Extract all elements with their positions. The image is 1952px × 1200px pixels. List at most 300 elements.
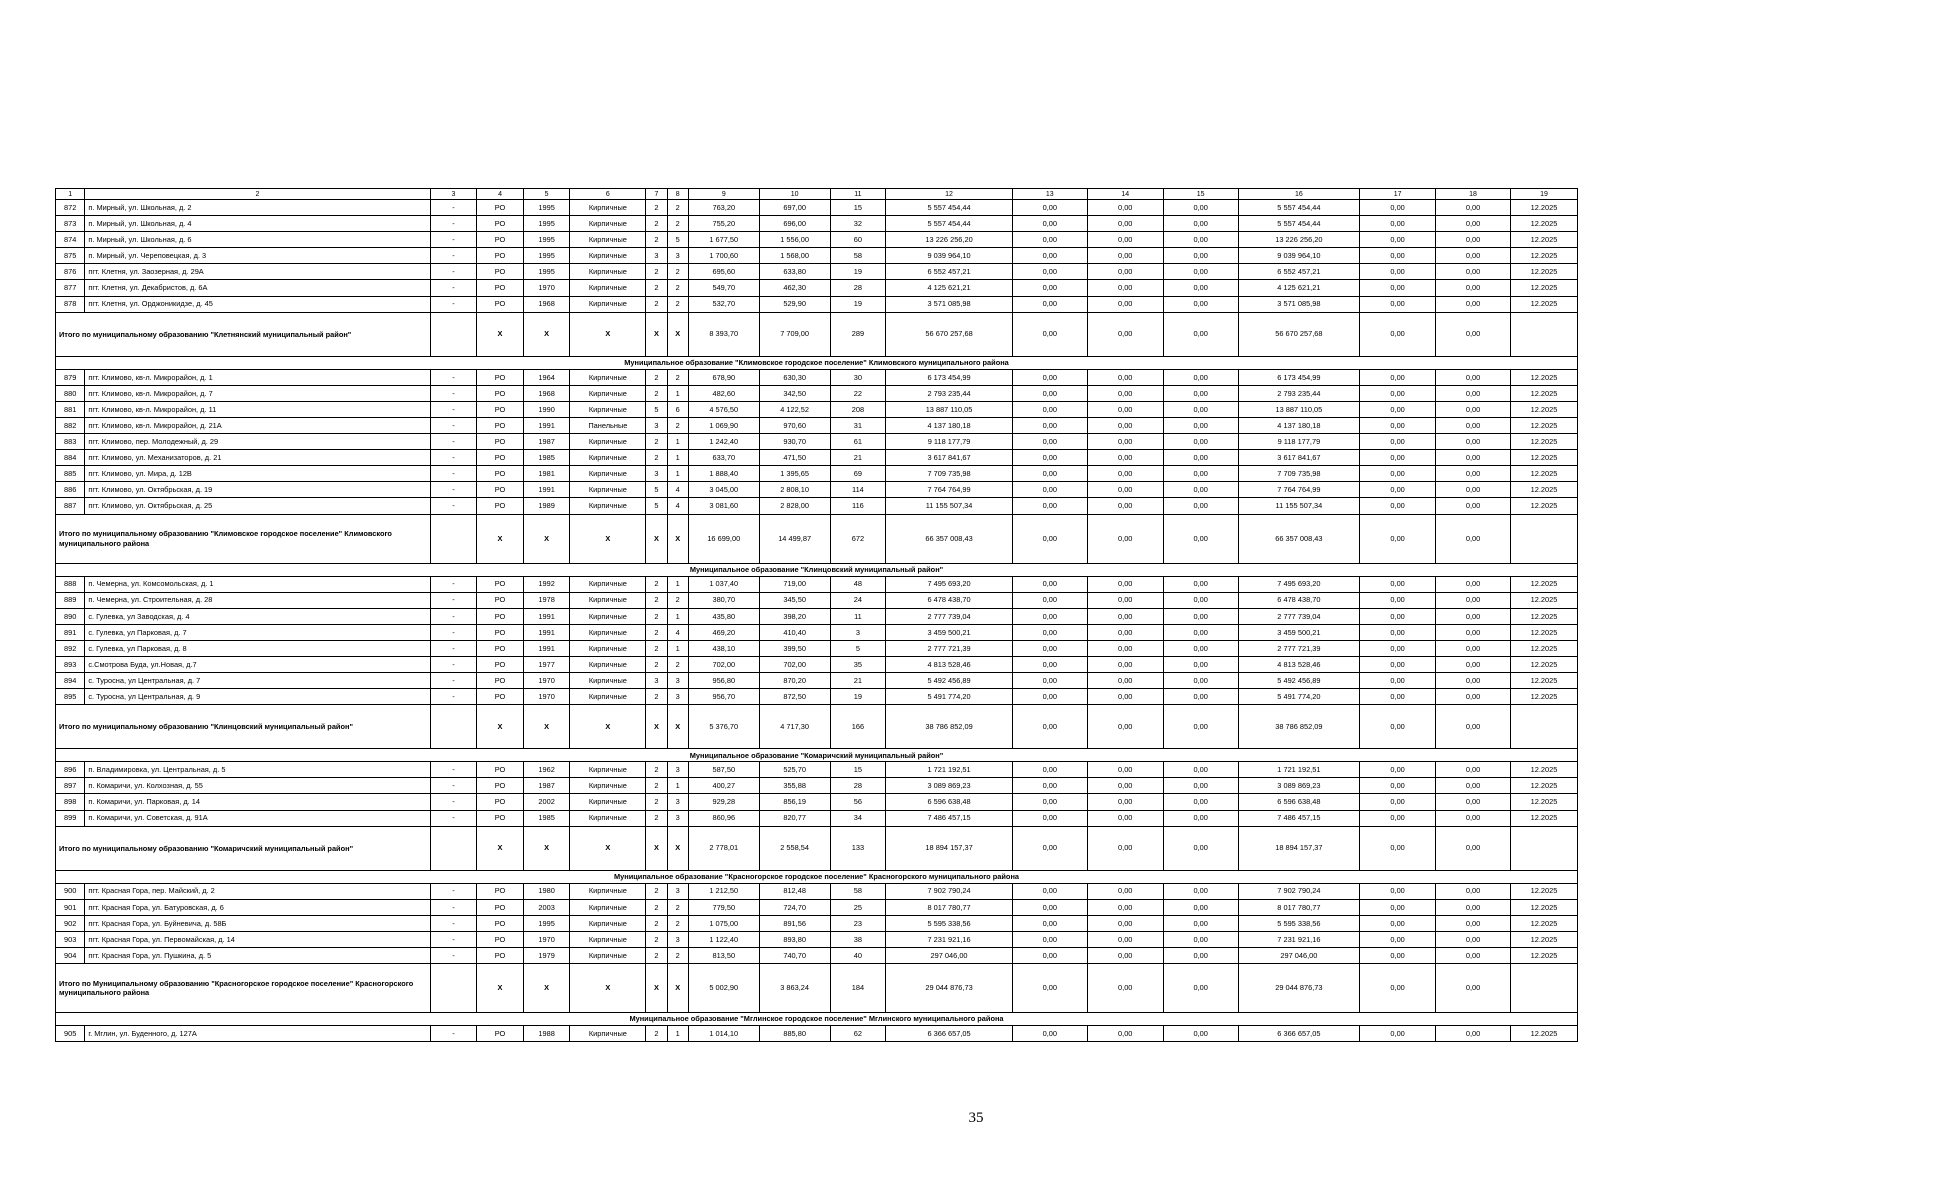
table-cell: 779,50 <box>688 899 759 915</box>
table-cell: 905 <box>56 1026 85 1042</box>
table-cell: 21 <box>830 450 886 466</box>
table-cell: 48 <box>830 576 886 592</box>
table-cell: 13 226 256,20 <box>1238 232 1360 248</box>
table-cell: 896 <box>56 762 85 778</box>
table-cell: 9 039 964,10 <box>1238 248 1360 264</box>
table-cell: 25 <box>830 899 886 915</box>
table-cell: 1968 <box>523 385 570 401</box>
table-cell: 11 155 507,34 <box>886 498 1013 514</box>
table-cell: 888 <box>56 576 85 592</box>
table-cell: 0,00 <box>1360 216 1436 232</box>
table-cell: 380,70 <box>688 592 759 608</box>
table-cell: 0,00 <box>1360 401 1436 417</box>
table-cell: 1991 <box>523 417 570 433</box>
table-cell: 763,20 <box>688 200 759 216</box>
table-cell: 1970 <box>523 673 570 689</box>
table-cell: 633,80 <box>759 264 830 280</box>
table-cell: 2 777 721,39 <box>1238 640 1360 656</box>
table-row <box>56 1026 1578 1042</box>
table-cell: 0,00 <box>1436 762 1511 778</box>
total-cell: X <box>667 826 688 870</box>
table-cell: 0,00 <box>1012 899 1087 915</box>
table-cell: 0,00 <box>1012 778 1087 794</box>
table-cell: 2 828,00 <box>759 498 830 514</box>
table-cell: 0,00 <box>1360 498 1436 514</box>
table-cell: 0,00 <box>1163 1026 1238 1042</box>
table-cell: 12.2025 <box>1511 915 1578 931</box>
address-cell: пгт. Климово, кв-л. Микрорайон, д. 11 <box>85 401 430 417</box>
table-cell: 1 122,40 <box>688 931 759 947</box>
table-cell: - <box>430 608 477 624</box>
table-cell: 890 <box>56 608 85 624</box>
table-cell: 0,00 <box>1436 948 1511 964</box>
table-cell: 1970 <box>523 280 570 296</box>
table-cell: 12.2025 <box>1511 656 1578 672</box>
address-cell: пгт. Красная Гора, ул. Батуровская, д. 6 <box>85 899 430 915</box>
table-cell: РО <box>477 369 524 385</box>
address-cell: п. Владимировка, ул. Центральная, д. 5 <box>85 762 430 778</box>
table-cell: 3 <box>667 248 688 264</box>
table-cell: 1985 <box>523 810 570 826</box>
table-cell: РО <box>477 899 524 915</box>
total-cell <box>1511 312 1578 356</box>
table-cell: 0,00 <box>1360 915 1436 931</box>
total-cell: 0,00 <box>1012 826 1087 870</box>
address-cell: с. Туросна, ул Центральная, д. 9 <box>85 689 430 705</box>
table-cell: РО <box>477 498 524 514</box>
table-cell: Кирпичные <box>570 466 646 482</box>
column-number: 6 <box>570 189 646 200</box>
table-cell: 0,00 <box>1360 200 1436 216</box>
total-cell: 184 <box>830 964 886 1013</box>
table-cell: 1 <box>667 1026 688 1042</box>
table-cell: Кирпичные <box>570 401 646 417</box>
total-cell: 0,00 <box>1436 826 1511 870</box>
table-cell: - <box>430 369 477 385</box>
table-cell: РО <box>477 417 524 433</box>
table-cell: 3 459 500,21 <box>1238 624 1360 640</box>
table-cell: 1987 <box>523 434 570 450</box>
table-cell: 0,00 <box>1012 915 1087 931</box>
table-cell: 0,00 <box>1163 264 1238 280</box>
total-cell: 0,00 <box>1012 964 1087 1013</box>
table-cell: 0,00 <box>1360 794 1436 810</box>
table-cell: 2 <box>646 385 667 401</box>
table-cell: 0,00 <box>1087 778 1163 794</box>
table-cell: 0,00 <box>1012 794 1087 810</box>
table-cell: 5 491 774,20 <box>886 689 1013 705</box>
page-number: 35 <box>968 1110 984 1126</box>
table-cell: 297 046,00 <box>886 948 1013 964</box>
table-cell: 5 557 454,44 <box>1238 216 1360 232</box>
table-cell: 2 <box>667 899 688 915</box>
table-cell: 398,20 <box>759 608 830 624</box>
table-cell: 0,00 <box>1163 200 1238 216</box>
table-cell: 0,00 <box>1163 810 1238 826</box>
table-row <box>56 608 1578 624</box>
table-cell: 0,00 <box>1360 576 1436 592</box>
table-cell: 0,00 <box>1087 948 1163 964</box>
table-cell: 0,00 <box>1163 385 1238 401</box>
address-cell: г. Мглин, ул. Буденного, д. 127А <box>85 1026 430 1042</box>
table-cell: 60 <box>830 232 886 248</box>
table-cell: 0,00 <box>1012 232 1087 248</box>
table-cell: 2 777 739,04 <box>886 608 1013 624</box>
table-cell: 435,80 <box>688 608 759 624</box>
table-cell: 0,00 <box>1360 1026 1436 1042</box>
address-cell: пгт. Красная Гора, ул. Пушкина, д. 5 <box>85 948 430 964</box>
table-cell: РО <box>477 280 524 296</box>
total-cell: 0,00 <box>1436 964 1511 1013</box>
table-row <box>56 216 1578 232</box>
table-cell: 0,00 <box>1012 624 1087 640</box>
table-cell: 1 <box>667 608 688 624</box>
table-cell: 1995 <box>523 248 570 264</box>
table-cell: 1 069,90 <box>688 417 759 433</box>
table-cell: 345,50 <box>759 592 830 608</box>
table-cell: 633,70 <box>688 450 759 466</box>
table-cell: 0,00 <box>1012 248 1087 264</box>
table-cell: 1979 <box>523 948 570 964</box>
table-row <box>56 778 1578 794</box>
table-cell: 891,56 <box>759 915 830 931</box>
table-cell: - <box>430 498 477 514</box>
total-cell: 18 894 157,37 <box>886 826 1013 870</box>
total-label: Итого по муниципальному образованию "Комаричский муниципальный район" <box>56 826 431 870</box>
table-cell: 5 557 454,44 <box>1238 200 1360 216</box>
total-cell: 18 894 157,37 <box>1238 826 1360 870</box>
table-cell: 2 <box>646 810 667 826</box>
table-cell: 56 <box>830 794 886 810</box>
table-cell: 5 557 454,44 <box>886 200 1013 216</box>
table-cell: 2 <box>646 794 667 810</box>
table-cell: 12.2025 <box>1511 296 1578 312</box>
table-cell: 0,00 <box>1012 417 1087 433</box>
table-cell: 1995 <box>523 200 570 216</box>
table-cell: 0,00 <box>1360 232 1436 248</box>
table-cell: 1978 <box>523 592 570 608</box>
column-number: 14 <box>1087 189 1163 200</box>
table-cell: 886 <box>56 482 85 498</box>
table-row <box>56 296 1578 312</box>
table-cell: 899 <box>56 810 85 826</box>
total-cell: X <box>477 964 524 1013</box>
table-cell: 0,00 <box>1012 931 1087 947</box>
table-cell: 812,48 <box>759 883 830 899</box>
table-row <box>56 592 1578 608</box>
table-cell: 0,00 <box>1436 296 1511 312</box>
table-cell: Кирпичные <box>570 1026 646 1042</box>
table-cell: 0,00 <box>1436 794 1511 810</box>
table-cell: РО <box>477 216 524 232</box>
table-cell: РО <box>477 915 524 931</box>
table-cell: 1 556,00 <box>759 232 830 248</box>
table-cell: 0,00 <box>1163 592 1238 608</box>
table-cell: 1 700,60 <box>688 248 759 264</box>
table-cell: 34 <box>830 810 886 826</box>
table-cell: 13 226 256,20 <box>886 232 1013 248</box>
table-cell: 2002 <box>523 794 570 810</box>
table-cell: РО <box>477 450 524 466</box>
table-cell: 0,00 <box>1436 264 1511 280</box>
table-cell: 2 <box>646 883 667 899</box>
table-cell: 0,00 <box>1087 482 1163 498</box>
table-cell: 5 <box>646 482 667 498</box>
total-cell: 38 786 852,09 <box>886 705 1013 749</box>
table-cell: 12.2025 <box>1511 608 1578 624</box>
table-cell: 0,00 <box>1012 883 1087 899</box>
table-cell: 882 <box>56 417 85 433</box>
table-cell: Кирпичные <box>570 762 646 778</box>
table-cell: 872,50 <box>759 689 830 705</box>
table-cell: 12.2025 <box>1511 794 1578 810</box>
table-cell: 208 <box>830 401 886 417</box>
table-cell: 0,00 <box>1360 385 1436 401</box>
table-cell: 2 777 739,04 <box>1238 608 1360 624</box>
total-cell: 0,00 <box>1360 312 1436 356</box>
total-cell <box>430 514 477 563</box>
table-cell: 0,00 <box>1360 762 1436 778</box>
table-cell: - <box>430 576 477 592</box>
table-cell: 1977 <box>523 656 570 672</box>
table-cell: - <box>430 232 477 248</box>
column-number: 16 <box>1238 189 1360 200</box>
table-cell: 19 <box>830 296 886 312</box>
table-row <box>56 248 1578 264</box>
table-cell: - <box>430 673 477 689</box>
address-cell: п. Комаричи, ул. Парковая, д. 14 <box>85 794 430 810</box>
table-cell: 6 478 438,70 <box>886 592 1013 608</box>
table-cell: 7 231 921,16 <box>886 931 1013 947</box>
total-cell: X <box>477 705 524 749</box>
table-cell: 902 <box>56 915 85 931</box>
table-cell: 0,00 <box>1012 482 1087 498</box>
table-cell: 0,00 <box>1436 640 1511 656</box>
address-cell: пгт. Клетня, ул. Орджоникидзе, д. 45 <box>85 296 430 312</box>
table-cell: Кирпичные <box>570 296 646 312</box>
total-cell: 133 <box>830 826 886 870</box>
table-cell: 19 <box>830 264 886 280</box>
table-cell: 1 212,50 <box>688 883 759 899</box>
table-cell: 3 089 869,23 <box>886 778 1013 794</box>
table-cell: 2 <box>646 640 667 656</box>
table-cell: 15 <box>830 200 886 216</box>
address-cell: пгт. Климово, ул. Механизаторов, д. 21 <box>85 450 430 466</box>
total-cell: X <box>646 705 667 749</box>
table-cell: 0,00 <box>1436 915 1511 931</box>
table-cell: 873 <box>56 216 85 232</box>
table-cell: Кирпичные <box>570 899 646 915</box>
table-cell: 0,00 <box>1436 417 1511 433</box>
table-cell: 38 <box>830 931 886 947</box>
table-cell: 891 <box>56 624 85 640</box>
table-cell: РО <box>477 264 524 280</box>
total-cell: 672 <box>830 514 886 563</box>
table-cell: 0,00 <box>1163 794 1238 810</box>
total-cell <box>1511 705 1578 749</box>
total-cell: 14 499,87 <box>759 514 830 563</box>
table-cell: 3 571 085,98 <box>1238 296 1360 312</box>
address-cell: п. Чемерна, ул. Комсомольская, д. 1 <box>85 576 430 592</box>
table-cell: 2 <box>667 216 688 232</box>
table-cell: 532,70 <box>688 296 759 312</box>
table-cell: 0,00 <box>1436 810 1511 826</box>
table-cell: 12.2025 <box>1511 401 1578 417</box>
total-cell: 0,00 <box>1436 312 1511 356</box>
table-cell: - <box>430 899 477 915</box>
table-cell: 2 <box>646 264 667 280</box>
total-cell: 0,00 <box>1163 826 1238 870</box>
table-cell: 0,00 <box>1163 401 1238 417</box>
table-cell: 4 813 528,46 <box>886 656 1013 672</box>
table-cell: 7 764 764,99 <box>1238 482 1360 498</box>
table-cell: - <box>430 1026 477 1042</box>
table-cell: 114 <box>830 482 886 498</box>
address-cell: пгт. Клетня, ул. Заозерная, д. 29А <box>85 264 430 280</box>
table-cell: 2 777 721,39 <box>886 640 1013 656</box>
table-cell: 0,00 <box>1163 450 1238 466</box>
total-label: Итого по муниципальному образованию "Клинцовский муниципальный район" <box>56 705 431 749</box>
table-cell: 900 <box>56 883 85 899</box>
table-row <box>56 640 1578 656</box>
table-cell: 0,00 <box>1163 466 1238 482</box>
table-cell: 3 <box>646 417 667 433</box>
table-cell: 5 492 456,89 <box>886 673 1013 689</box>
table-cell: Кирпичные <box>570 576 646 592</box>
table-cell: 0,00 <box>1360 434 1436 450</box>
table-cell: 1 721 192,51 <box>1238 762 1360 778</box>
table-cell: 0,00 <box>1087 576 1163 592</box>
total-cell <box>430 826 477 870</box>
table-cell: 0,00 <box>1012 1026 1087 1042</box>
table-cell: 2 <box>646 624 667 640</box>
table-cell: Кирпичные <box>570 369 646 385</box>
table-cell: 876 <box>56 264 85 280</box>
total-cell: 3 863,24 <box>759 964 830 1013</box>
table-cell: 0,00 <box>1087 248 1163 264</box>
table-cell: 883 <box>56 434 85 450</box>
table-cell: 12.2025 <box>1511 280 1578 296</box>
table-cell: 12.2025 <box>1511 385 1578 401</box>
table-cell: 892 <box>56 640 85 656</box>
table-cell: РО <box>477 401 524 417</box>
table-cell: 740,70 <box>759 948 830 964</box>
table-cell: 2 <box>646 948 667 964</box>
table-cell: 870,20 <box>759 673 830 689</box>
table-cell: РО <box>477 385 524 401</box>
table-cell: 0,00 <box>1360 624 1436 640</box>
address-cell: пгт. Климово, ул. Октябрьская, д. 19 <box>85 482 430 498</box>
total-row <box>56 312 1578 356</box>
total-cell <box>1511 826 1578 870</box>
address-cell: пгт. Климово, ул. Октябрьская, д. 25 <box>85 498 430 514</box>
table-cell: 0,00 <box>1163 248 1238 264</box>
table-cell: 0,00 <box>1087 624 1163 640</box>
table-cell: - <box>430 656 477 672</box>
table-cell: 31 <box>830 417 886 433</box>
address-cell: п. Мирный, ул. Череповецкая, д. 3 <box>85 248 430 264</box>
table-cell: 587,50 <box>688 762 759 778</box>
table-cell: 529,90 <box>759 296 830 312</box>
table-cell: 5 595 338,56 <box>1238 915 1360 931</box>
column-number: 5 <box>523 189 570 200</box>
table-cell: 929,28 <box>688 794 759 810</box>
table-cell: 3 <box>667 762 688 778</box>
table-cell: 0,00 <box>1360 810 1436 826</box>
table-cell: - <box>430 482 477 498</box>
table-cell: РО <box>477 656 524 672</box>
table-cell: 24 <box>830 592 886 608</box>
section-header-row <box>56 870 1578 883</box>
table-cell: 0,00 <box>1163 417 1238 433</box>
total-cell <box>1511 964 1578 1013</box>
table-cell: 0,00 <box>1360 417 1436 433</box>
table-cell: 0,00 <box>1087 915 1163 931</box>
table-cell: 0,00 <box>1436 498 1511 514</box>
table-cell: 702,00 <box>688 656 759 672</box>
table-cell: 0,00 <box>1360 482 1436 498</box>
table-cell: 462,30 <box>759 280 830 296</box>
table-body <box>56 189 1578 1042</box>
address-cell: п. Мирный, ул. Школьная, д. 6 <box>85 232 430 248</box>
table-cell: 0,00 <box>1087 794 1163 810</box>
table-cell: 1 037,40 <box>688 576 759 592</box>
table-cell: 12.2025 <box>1511 640 1578 656</box>
table-cell: Кирпичные <box>570 385 646 401</box>
table-cell: 12.2025 <box>1511 417 1578 433</box>
total-cell: X <box>477 514 524 563</box>
total-cell: X <box>667 964 688 1013</box>
table-cell: 0,00 <box>1012 450 1087 466</box>
address-cell: пгт. Климово, пер. Молодежный, д. 29 <box>85 434 430 450</box>
table-cell: 3 459 500,21 <box>886 624 1013 640</box>
total-cell: 66 357 008,43 <box>886 514 1013 563</box>
table-cell: 3 081,60 <box>688 498 759 514</box>
address-cell: пгт. Климово, ул. Мира, д. 12В <box>85 466 430 482</box>
table-cell: 0,00 <box>1087 899 1163 915</box>
table-cell: 438,10 <box>688 640 759 656</box>
table-row <box>56 401 1578 417</box>
table-cell: Кирпичные <box>570 200 646 216</box>
table-cell: 0,00 <box>1163 498 1238 514</box>
table-cell: 0,00 <box>1087 673 1163 689</box>
table-cell: 719,00 <box>759 576 830 592</box>
table-cell: Кирпичные <box>570 482 646 498</box>
table-cell: - <box>430 466 477 482</box>
total-label: Итого по муниципальному образованию "Клетнянский муниципальный район" <box>56 312 431 356</box>
table-cell: 2 <box>667 296 688 312</box>
table-cell: 469,20 <box>688 624 759 640</box>
table-cell: 1968 <box>523 296 570 312</box>
address-cell: пгт. Красная Гора, пер. Майский, д. 2 <box>85 883 430 899</box>
section-header-row <box>56 749 1578 762</box>
table-cell: 1 075,00 <box>688 915 759 931</box>
table-cell: 12.2025 <box>1511 883 1578 899</box>
table-cell: 894 <box>56 673 85 689</box>
table-cell: 5 492 456,89 <box>1238 673 1360 689</box>
table-row <box>56 434 1578 450</box>
total-cell: X <box>523 514 570 563</box>
table-cell: 12.2025 <box>1511 450 1578 466</box>
table-cell: 4 576,50 <box>688 401 759 417</box>
table-cell: 0,00 <box>1087 689 1163 705</box>
table-cell: 6 173 454,99 <box>886 369 1013 385</box>
table-cell: - <box>430 624 477 640</box>
table-cell: 875 <box>56 248 85 264</box>
table-cell: Кирпичные <box>570 931 646 947</box>
table-cell: - <box>430 216 477 232</box>
table-cell: 549,70 <box>688 280 759 296</box>
